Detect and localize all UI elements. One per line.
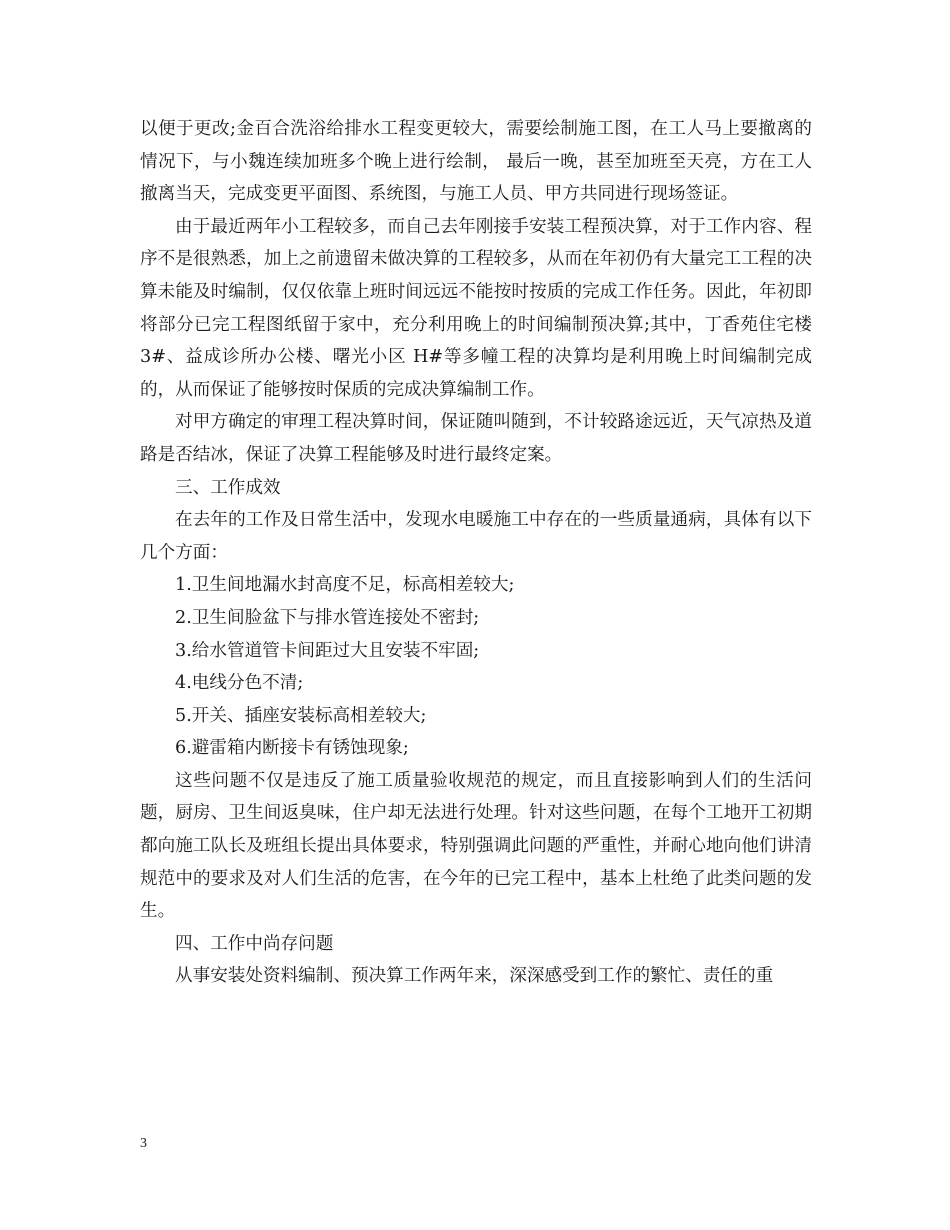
- list-item-2: 2.卫生间脸盆下与排水管连接处不密封;: [175, 607, 480, 628]
- list-item-4: 4.电线分色不清;: [175, 673, 304, 694]
- paragraph-5: 在去年的工作及日常生活中，发现水电暖施工中存在的一些质量通病，具体有以下几个方面：: [140, 510, 812, 563]
- paragraph-1: 以便于更改;金百合洗浴给排水工程变更较大，需要绘制施工图，在工人马上要撤离的情况下，与小魏连续加班多个晚上进行绘制， 最后一晚，甚至加班至天亮，方在工人撤离当天，完成变更平面图、系统图，与施工人员、甲方共同进行现场签证。: [140, 119, 812, 205]
- list-item-3: 3.给水管道管卡间距过大且安装不牢固;: [175, 640, 480, 661]
- list-item-1: 1.卫生间地漏水封高度不足，标高相差较大;: [175, 575, 515, 596]
- list-item-5: 5.开关、插座安装标高相差较大;: [175, 705, 427, 726]
- section-heading-results: 三、工作成效: [175, 477, 281, 498]
- list-item-6: 6.避雷箱内断接卡有锈蚀现象;: [175, 738, 409, 759]
- page-number: 3: [140, 1136, 147, 1151]
- section-heading-issues: 四、工作中尚存问题: [175, 933, 334, 954]
- paragraph-12: 这些问题不仅是违反了施工质量验收规范的规定，而且直接影响到人们的生活问题，厨房、卫生间返臭味，住户却无法进行处理。针对这些问题，在每个工地开工初期都向施工队长及班组长提出具体要求，特别强调此问题的严重性，并耐心地向他们讲清规范中的要求及对人们生活的危害，在今年的已完工程中，基本上杜绝了此类问题的发生。: [140, 770, 812, 922]
- paragraph-14: 从事安装处资料编制、预决算工作两年来，深深感受到工作的繁忙、责任的重: [175, 966, 774, 987]
- paragraph-3: 对甲方确定的审理工程决算时间，保证随叫随到，不计较路途远近，天气凉热及道路是否结冰，保证了决算工程能够及时进行最终定案。: [140, 412, 812, 465]
- document-body: [140, 113, 812, 993]
- paragraph-2: 由于最近两年小工程较多，而自己去年刚接手安装工程预决算，对于工作内容、程序不是很熟悉，加上之前遗留未做决算的工程较多，从而在年初仍有大量完工工程的决算未能及时编制，仅仅依靠上班时间远远不能按时按质的完成工作任务。因此，年初即将部分已完工程图纸留于家中，充分利用晚上的时间编制预决算;其中，丁香苑住宅楼 3#、益成诊所办公楼、曙光小区 H#等多幢工程的决算均是利用晚上时间编制完成的，从而保证了能够按时保质的完成决算编制工作。: [140, 216, 812, 400]
